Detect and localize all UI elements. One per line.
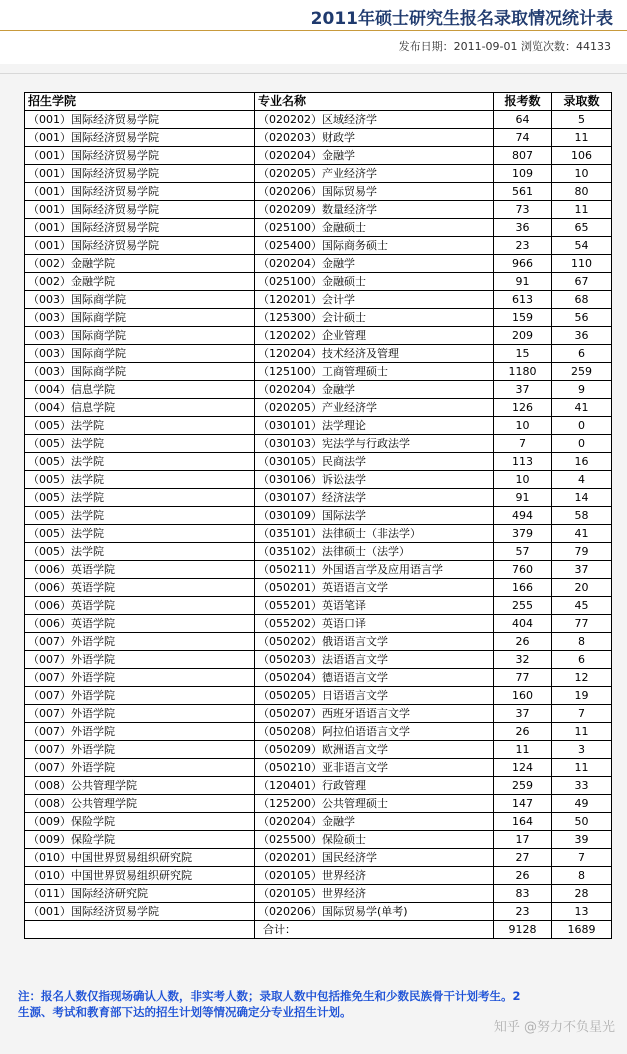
total-admitted: 1689 bbox=[552, 921, 612, 939]
cell-applicants: 57 bbox=[494, 543, 552, 561]
cell-major: （020204）金融学 bbox=[255, 255, 494, 273]
table-row bbox=[25, 867, 612, 885]
table-row bbox=[25, 219, 612, 237]
table-row bbox=[25, 633, 612, 651]
table-row bbox=[25, 273, 612, 291]
cell-college: （005）法学院 bbox=[25, 525, 255, 543]
cell-applicants: 561 bbox=[494, 183, 552, 201]
total-empty-cell bbox=[25, 921, 255, 939]
cell-major: （030105）民商法学 bbox=[255, 453, 494, 471]
table-row bbox=[25, 741, 612, 759]
cell-college: （001）国际经济贸易学院 bbox=[25, 129, 255, 147]
cell-major: （030106）诉讼法学 bbox=[255, 471, 494, 489]
cell-major: （120201）会计学 bbox=[255, 291, 494, 309]
cell-applicants: 966 bbox=[494, 255, 552, 273]
cell-college: （007）外语学院 bbox=[25, 651, 255, 669]
table-row bbox=[25, 453, 612, 471]
table-row bbox=[25, 201, 612, 219]
table-row bbox=[25, 885, 612, 903]
cell-major: （125200）公共管理硕士 bbox=[255, 795, 494, 813]
table-row bbox=[25, 723, 612, 741]
cell-admitted: 5 bbox=[552, 111, 612, 129]
table-row bbox=[25, 831, 612, 849]
cell-college: （005）法学院 bbox=[25, 417, 255, 435]
cell-admitted: 67 bbox=[552, 273, 612, 291]
table-row bbox=[25, 525, 612, 543]
cell-admitted: 37 bbox=[552, 561, 612, 579]
cell-college: （009）保险学院 bbox=[25, 813, 255, 831]
cell-major: （020203）财政学 bbox=[255, 129, 494, 147]
table-row bbox=[25, 507, 612, 525]
cell-admitted: 20 bbox=[552, 579, 612, 597]
cell-college: （003）国际商学院 bbox=[25, 345, 255, 363]
cell-applicants: 27 bbox=[494, 849, 552, 867]
table-row bbox=[25, 849, 612, 867]
cell-college: （003）国际商学院 bbox=[25, 327, 255, 345]
cell-admitted: 54 bbox=[552, 237, 612, 255]
cell-college: （006）英语学院 bbox=[25, 597, 255, 615]
table-row bbox=[25, 777, 612, 795]
cell-college: （007）外语学院 bbox=[25, 669, 255, 687]
cell-major: （020201）国民经济学 bbox=[255, 849, 494, 867]
title-divider bbox=[0, 30, 627, 31]
cell-major: （055202）英语口译 bbox=[255, 615, 494, 633]
cell-admitted: 0 bbox=[552, 417, 612, 435]
cell-applicants: 36 bbox=[494, 219, 552, 237]
cell-applicants: 760 bbox=[494, 561, 552, 579]
cell-college: （009）保险学院 bbox=[25, 831, 255, 849]
table-row bbox=[25, 255, 612, 273]
cell-college: （005）法学院 bbox=[25, 453, 255, 471]
cell-applicants: 10 bbox=[494, 471, 552, 489]
cell-major: （020204）金融学 bbox=[255, 813, 494, 831]
cell-applicants: 74 bbox=[494, 129, 552, 147]
cell-major: （020206）国际贸易学 bbox=[255, 183, 494, 201]
cell-major: （025100）金融硕士 bbox=[255, 273, 494, 291]
total-row bbox=[25, 921, 612, 939]
cell-college: （007）外语学院 bbox=[25, 633, 255, 651]
cell-applicants: 379 bbox=[494, 525, 552, 543]
cell-applicants: 209 bbox=[494, 327, 552, 345]
cell-applicants: 23 bbox=[494, 903, 552, 921]
cell-applicants: 26 bbox=[494, 723, 552, 741]
cell-applicants: 83 bbox=[494, 885, 552, 903]
table-row bbox=[25, 111, 612, 129]
cell-college: （005）法学院 bbox=[25, 471, 255, 489]
footnote-line-1: 注：报名人数仅指现场确认人数，非实考人数；录取人数中包括推免生和少数民族骨干计划考生。2 bbox=[18, 989, 521, 1003]
cell-admitted: 11 bbox=[552, 759, 612, 777]
table-row bbox=[25, 705, 612, 723]
table-row bbox=[25, 669, 612, 687]
cell-admitted: 28 bbox=[552, 885, 612, 903]
cell-major: （030103）宪法学与行政法学 bbox=[255, 435, 494, 453]
table-row bbox=[25, 129, 612, 147]
cell-admitted: 36 bbox=[552, 327, 612, 345]
cell-college: （003）国际商学院 bbox=[25, 291, 255, 309]
cell-college: （001）国际经济贸易学院 bbox=[25, 903, 255, 921]
cell-college: （006）英语学院 bbox=[25, 579, 255, 597]
cell-major: （025400）国际商务硕士 bbox=[255, 237, 494, 255]
statistics-table bbox=[24, 92, 612, 939]
cell-college: （003）国际商学院 bbox=[25, 363, 255, 381]
watermark: 知乎 @努力不负星光 bbox=[493, 1020, 615, 1035]
cell-college: （007）外语学院 bbox=[25, 741, 255, 759]
cell-applicants: 32 bbox=[494, 651, 552, 669]
cell-applicants: 160 bbox=[494, 687, 552, 705]
page-header bbox=[0, 0, 627, 64]
total-applicants: 9128 bbox=[494, 921, 552, 939]
cell-college: （010）中国世界贸易组织研究院 bbox=[25, 849, 255, 867]
cell-admitted: 50 bbox=[552, 813, 612, 831]
cell-admitted: 11 bbox=[552, 129, 612, 147]
cell-applicants: 64 bbox=[494, 111, 552, 129]
table-row bbox=[25, 687, 612, 705]
cell-admitted: 11 bbox=[552, 201, 612, 219]
cell-college: （002）金融学院 bbox=[25, 255, 255, 273]
table-row bbox=[25, 363, 612, 381]
cell-admitted: 259 bbox=[552, 363, 612, 381]
cell-major: （050203）法语语言文学 bbox=[255, 651, 494, 669]
cell-college: （007）外语学院 bbox=[25, 723, 255, 741]
content-divider bbox=[0, 73, 627, 74]
cell-major: （050211）外国语言学及应用语言学 bbox=[255, 561, 494, 579]
cell-applicants: 1180 bbox=[494, 363, 552, 381]
cell-admitted: 41 bbox=[552, 399, 612, 417]
cell-major: （050208）阿拉伯语语言文学 bbox=[255, 723, 494, 741]
cell-college: （006）英语学院 bbox=[25, 615, 255, 633]
cell-college: （004）信息学院 bbox=[25, 381, 255, 399]
cell-applicants: 113 bbox=[494, 453, 552, 471]
cell-college: （005）法学院 bbox=[25, 543, 255, 561]
cell-applicants: 73 bbox=[494, 201, 552, 219]
cell-applicants: 807 bbox=[494, 147, 552, 165]
cell-admitted: 3 bbox=[552, 741, 612, 759]
table-header-row bbox=[25, 93, 612, 111]
cell-college: （007）外语学院 bbox=[25, 759, 255, 777]
cell-major: （120202）企业管理 bbox=[255, 327, 494, 345]
cell-major: （030101）法学理论 bbox=[255, 417, 494, 435]
table-row bbox=[25, 309, 612, 327]
cell-applicants: 15 bbox=[494, 345, 552, 363]
cell-admitted: 106 bbox=[552, 147, 612, 165]
table-row bbox=[25, 543, 612, 561]
cell-college: （010）中国世界贸易组织研究院 bbox=[25, 867, 255, 885]
cell-college: （001）国际经济贸易学院 bbox=[25, 111, 255, 129]
table-row bbox=[25, 813, 612, 831]
cell-applicants: 26 bbox=[494, 633, 552, 651]
cell-major: （020105）世界经济 bbox=[255, 885, 494, 903]
cell-major: （020209）数量经济学 bbox=[255, 201, 494, 219]
table-row bbox=[25, 183, 612, 201]
cell-admitted: 33 bbox=[552, 777, 612, 795]
cell-admitted: 7 bbox=[552, 849, 612, 867]
cell-major: （120401）行政管理 bbox=[255, 777, 494, 795]
table-row bbox=[25, 471, 612, 489]
cell-admitted: 45 bbox=[552, 597, 612, 615]
cell-admitted: 56 bbox=[552, 309, 612, 327]
cell-admitted: 16 bbox=[552, 453, 612, 471]
cell-admitted: 11 bbox=[552, 723, 612, 741]
column-header-applicants: 报考数 bbox=[494, 93, 552, 111]
table-row bbox=[25, 489, 612, 507]
cell-applicants: 37 bbox=[494, 705, 552, 723]
cell-college: （001）国际经济贸易学院 bbox=[25, 219, 255, 237]
cell-applicants: 164 bbox=[494, 813, 552, 831]
footnote-line-2: 生源、考试和教育部下达的招生计划等情况确定分专业招生计划。 bbox=[18, 1005, 352, 1019]
cell-major: （035102）法律硕士（法学） bbox=[255, 543, 494, 561]
table-row bbox=[25, 381, 612, 399]
cell-applicants: 126 bbox=[494, 399, 552, 417]
table-row bbox=[25, 165, 612, 183]
cell-applicants: 124 bbox=[494, 759, 552, 777]
cell-admitted: 9 bbox=[552, 381, 612, 399]
cell-major: （020206）国际贸易学(单考) bbox=[255, 903, 494, 921]
cell-admitted: 6 bbox=[552, 345, 612, 363]
table-row bbox=[25, 579, 612, 597]
cell-admitted: 8 bbox=[552, 867, 612, 885]
cell-applicants: 17 bbox=[494, 831, 552, 849]
table-row bbox=[25, 327, 612, 345]
cell-college: （005）法学院 bbox=[25, 489, 255, 507]
cell-applicants: 109 bbox=[494, 165, 552, 183]
table-row bbox=[25, 417, 612, 435]
cell-major: （125300）会计硕士 bbox=[255, 309, 494, 327]
cell-applicants: 404 bbox=[494, 615, 552, 633]
cell-college: （003）国际商学院 bbox=[25, 309, 255, 327]
table-row bbox=[25, 435, 612, 453]
table-row bbox=[25, 237, 612, 255]
cell-admitted: 6 bbox=[552, 651, 612, 669]
cell-applicants: 23 bbox=[494, 237, 552, 255]
table-row bbox=[25, 615, 612, 633]
cell-applicants: 7 bbox=[494, 435, 552, 453]
cell-major: （020205）产业经济学 bbox=[255, 165, 494, 183]
cell-admitted: 13 bbox=[552, 903, 612, 921]
cell-applicants: 77 bbox=[494, 669, 552, 687]
cell-admitted: 80 bbox=[552, 183, 612, 201]
table-row bbox=[25, 597, 612, 615]
cell-applicants: 147 bbox=[494, 795, 552, 813]
table-body bbox=[25, 111, 612, 921]
cell-major: （020205）产业经济学 bbox=[255, 399, 494, 417]
column-header-college: 招生学院 bbox=[25, 93, 255, 111]
cell-major: （120204）技术经济及管理 bbox=[255, 345, 494, 363]
cell-college: （001）国际经济贸易学院 bbox=[25, 165, 255, 183]
cell-college: （006）英语学院 bbox=[25, 561, 255, 579]
cell-major: （020204）金融学 bbox=[255, 381, 494, 399]
cell-admitted: 7 bbox=[552, 705, 612, 723]
cell-college: （001）国际经济贸易学院 bbox=[25, 183, 255, 201]
table-row bbox=[25, 147, 612, 165]
cell-college: （007）外语学院 bbox=[25, 705, 255, 723]
cell-admitted: 8 bbox=[552, 633, 612, 651]
cell-admitted: 39 bbox=[552, 831, 612, 849]
cell-major: （020105）世界经济 bbox=[255, 867, 494, 885]
cell-admitted: 4 bbox=[552, 471, 612, 489]
cell-major: （020202）区域经济学 bbox=[255, 111, 494, 129]
cell-admitted: 10 bbox=[552, 165, 612, 183]
cell-admitted: 79 bbox=[552, 543, 612, 561]
column-header-admitted: 录取数 bbox=[552, 93, 612, 111]
cell-college: （005）法学院 bbox=[25, 507, 255, 525]
cell-major: （050207）西班牙语语言文学 bbox=[255, 705, 494, 723]
column-header-major: 专业名称 bbox=[255, 93, 494, 111]
cell-applicants: 91 bbox=[494, 489, 552, 507]
cell-applicants: 166 bbox=[494, 579, 552, 597]
cell-college: （004）信息学院 bbox=[25, 399, 255, 417]
table-row bbox=[25, 759, 612, 777]
table-row bbox=[25, 903, 612, 921]
cell-college: （008）公共管理学院 bbox=[25, 777, 255, 795]
cell-admitted: 110 bbox=[552, 255, 612, 273]
cell-applicants: 26 bbox=[494, 867, 552, 885]
cell-college: （002）金融学院 bbox=[25, 273, 255, 291]
cell-college: （001）国际经济贸易学院 bbox=[25, 201, 255, 219]
cell-admitted: 58 bbox=[552, 507, 612, 525]
cell-applicants: 255 bbox=[494, 597, 552, 615]
cell-college: （001）国际经济贸易学院 bbox=[25, 237, 255, 255]
cell-admitted: 65 bbox=[552, 219, 612, 237]
table-row bbox=[25, 795, 612, 813]
cell-major: （050202）俄语语言文学 bbox=[255, 633, 494, 651]
cell-college: （005）法学院 bbox=[25, 435, 255, 453]
table-row bbox=[25, 651, 612, 669]
cell-admitted: 41 bbox=[552, 525, 612, 543]
cell-applicants: 10 bbox=[494, 417, 552, 435]
cell-major: （050209）欧洲语言文学 bbox=[255, 741, 494, 759]
page-title: 2011年硕士研究生报名录取情况统计表 bbox=[310, 9, 613, 29]
cell-college: （001）国际经济贸易学院 bbox=[25, 147, 255, 165]
cell-college: （007）外语学院 bbox=[25, 687, 255, 705]
cell-applicants: 91 bbox=[494, 273, 552, 291]
cell-major: （050201）英语语言文学 bbox=[255, 579, 494, 597]
cell-major: （125100）工商管理硕士 bbox=[255, 363, 494, 381]
cell-major: （030107）经济法学 bbox=[255, 489, 494, 507]
cell-admitted: 12 bbox=[552, 669, 612, 687]
cell-applicants: 159 bbox=[494, 309, 552, 327]
cell-major: （020204）金融学 bbox=[255, 147, 494, 165]
cell-major: （050210）亚非语言文学 bbox=[255, 759, 494, 777]
cell-major: （025100）金融硕士 bbox=[255, 219, 494, 237]
publish-info: 发布日期：2011-09-01 浏览次数：44133 bbox=[398, 40, 611, 53]
cell-college: （011）国际经济研究院 bbox=[25, 885, 255, 903]
cell-major: （050205）日语语言文学 bbox=[255, 687, 494, 705]
cell-applicants: 259 bbox=[494, 777, 552, 795]
cell-admitted: 14 bbox=[552, 489, 612, 507]
table-row bbox=[25, 345, 612, 363]
table-row bbox=[25, 291, 612, 309]
cell-applicants: 37 bbox=[494, 381, 552, 399]
cell-admitted: 49 bbox=[552, 795, 612, 813]
total-label: 合计： bbox=[255, 921, 494, 939]
table-row bbox=[25, 399, 612, 417]
cell-major: （030109）国际法学 bbox=[255, 507, 494, 525]
cell-major: （050204）德语语言文学 bbox=[255, 669, 494, 687]
cell-college: （008）公共管理学院 bbox=[25, 795, 255, 813]
cell-applicants: 11 bbox=[494, 741, 552, 759]
table-row bbox=[25, 561, 612, 579]
cell-admitted: 19 bbox=[552, 687, 612, 705]
cell-admitted: 0 bbox=[552, 435, 612, 453]
cell-major: （055201）英语笔译 bbox=[255, 597, 494, 615]
cell-applicants: 494 bbox=[494, 507, 552, 525]
cell-major: （035101）法律硕士（非法学） bbox=[255, 525, 494, 543]
cell-applicants: 613 bbox=[494, 291, 552, 309]
cell-major: （025500）保险硕士 bbox=[255, 831, 494, 849]
cell-admitted: 68 bbox=[552, 291, 612, 309]
cell-admitted: 77 bbox=[552, 615, 612, 633]
